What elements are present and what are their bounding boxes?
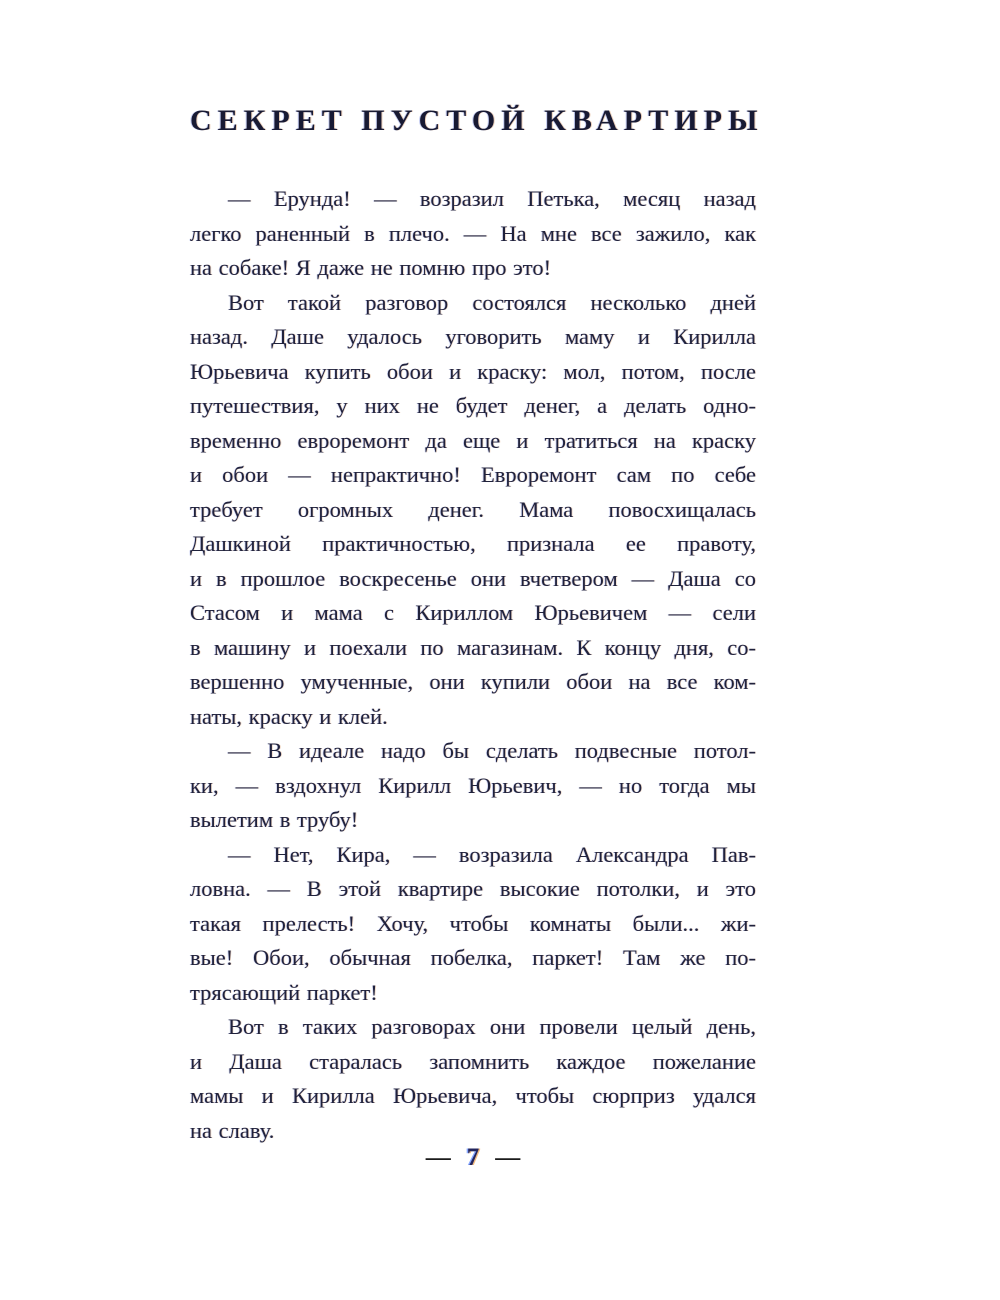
page-footer [190, 1144, 756, 1172]
text-line: — Нет, Кира, — возразила Александра Пав- [228, 841, 756, 867]
text-line: на славу. [190, 1117, 275, 1143]
text-line: — Ерунда! — возразил Петька, месяц назад [228, 186, 756, 211]
text-line: требует огромных денег. Мама повосхищалась [190, 496, 756, 522]
text-line: и обои — непрактично! Евроремонт сам по себе [190, 462, 756, 487]
text-line: ки, — вздохнул Кирилл Юрьевич, — но тогда мы [190, 772, 756, 798]
footer-dash-right: — [495, 1144, 521, 1171]
body-text [190, 182, 756, 1148]
text-line: наты, краску и клей. [190, 703, 388, 729]
text-line: на собаке! Я даже не помню про это! [190, 255, 552, 280]
text-line: Стасом и мама с Кириллом Юрьевичем — сели [190, 600, 756, 625]
page-number: 7 [466, 1144, 480, 1171]
text-line: Юрьевича купить обои и краску: мол, потом, после [190, 358, 756, 384]
text-line: Вот в таких разговорах они провели целый день, [228, 1014, 756, 1039]
footer-dash-left: — [425, 1144, 451, 1171]
text-line: — В идеале надо бы сделать подвесные потол- [228, 738, 756, 763]
text-line: Вот такой разговор состоялся несколько дней [228, 289, 756, 315]
text-line: в машину и поехали по магазинам. К концу дня, со- [190, 634, 756, 660]
text-line: и в прошлое воскресенье они вчетвером — Даша со [190, 565, 756, 591]
text-line: вые! Обои, обычная побелка, паркет! Там же по- [190, 945, 756, 970]
text-line: ловна. — В этой квартире высокие потолки, и это [190, 876, 756, 901]
text-line: временно евроремонт да еще и тратиться на краску [190, 427, 756, 453]
text-line: Дашкиной практичностью, признала ее правоту, [190, 531, 756, 556]
text-line: вылетим в трубу! [190, 807, 359, 832]
text-line: мамы и Кирилла Юрьевича, чтобы сюрприз удался [190, 1083, 756, 1108]
text-line: назад. Даше удалось уговорить маму и Кирилла [190, 324, 756, 349]
text-line: путешествия, у них не будет денег, а делать одно- [190, 393, 756, 418]
text-line: и Даша старалась запомнить каждое пожелание [190, 1048, 756, 1074]
text-line: трясающий паркет! [190, 979, 378, 1005]
text-line: такая прелесть! Хочу, чтобы комнаты были... жи- [190, 910, 756, 936]
text-line: легко раненный в плечо. — На мне все зажило, как [190, 220, 756, 246]
text-line: вершенно умученные, они купили обои на все ком- [190, 669, 756, 694]
chapter-title: СЕКРЕТ ПУСТОЙ КВАРТИРЫ [190, 104, 764, 137]
